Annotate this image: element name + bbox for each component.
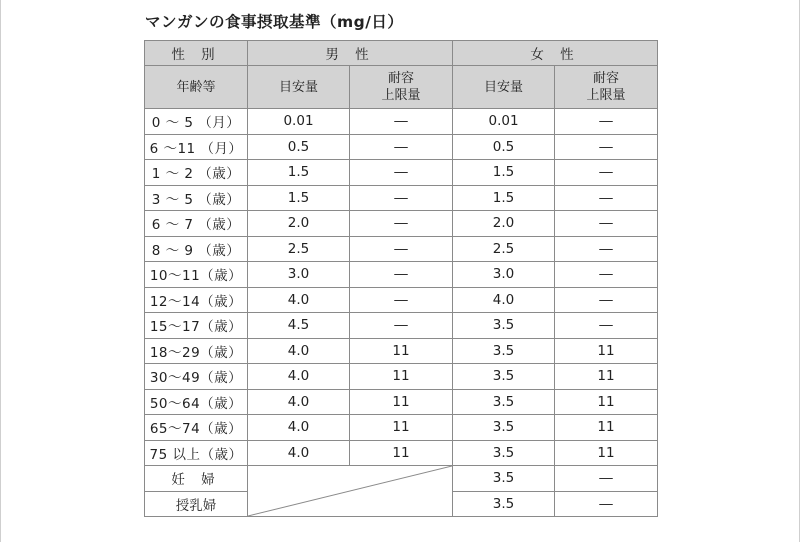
table-title: マンガンの食事摂取基準（mg/日） bbox=[145, 13, 404, 31]
table-row bbox=[145, 364, 658, 390]
female-upper-cell: 11 bbox=[555, 364, 658, 390]
female-upper-cell: ― bbox=[555, 109, 658, 135]
female-adequate-header: 目安量 bbox=[453, 66, 555, 109]
header-row-columns bbox=[145, 66, 658, 109]
male-adequate-cell: 1.5 bbox=[248, 160, 350, 186]
male-adequate-cell: 4.0 bbox=[248, 389, 350, 415]
female-adequate-cell: 3.5 bbox=[453, 389, 555, 415]
female-upper-cell: ― bbox=[555, 185, 658, 211]
female-adequate-cell: 3.0 bbox=[453, 262, 555, 288]
female-adequate-cell: 2.0 bbox=[453, 211, 555, 237]
table-row bbox=[145, 160, 658, 186]
lactating-label-cell: 授乳婦 bbox=[145, 491, 248, 517]
male-adequate-cell: 2.5 bbox=[248, 236, 350, 262]
table-body bbox=[145, 109, 658, 517]
female-adequate-cell: 3.5 bbox=[453, 364, 555, 390]
female-adequate-cell: 0.5 bbox=[453, 134, 555, 160]
male-upper-cell: ― bbox=[350, 236, 453, 262]
female-adequate-cell: 3.5 bbox=[453, 466, 555, 492]
table-row bbox=[145, 338, 658, 364]
age-cell: 30～49（歳） bbox=[145, 364, 248, 390]
male-adequate-cell: 4.0 bbox=[248, 338, 350, 364]
male-upper-cell: 11 bbox=[350, 364, 453, 390]
female-header: 女 性 bbox=[453, 41, 658, 66]
upper-label-line1: 耐容 bbox=[593, 71, 620, 86]
male-adequate-cell: 4.0 bbox=[248, 440, 350, 466]
not-applicable-cell bbox=[248, 466, 453, 517]
female-upper-header bbox=[555, 66, 658, 109]
male-upper-cell: ― bbox=[350, 262, 453, 288]
table-row bbox=[145, 415, 658, 441]
table-row bbox=[145, 134, 658, 160]
female-adequate-cell: 1.5 bbox=[453, 160, 555, 186]
female-upper-cell: 11 bbox=[555, 440, 658, 466]
table-row bbox=[145, 211, 658, 237]
female-upper-cell: 11 bbox=[555, 389, 658, 415]
male-adequate-cell: 4.0 bbox=[248, 364, 350, 390]
male-adequate-cell: 2.0 bbox=[248, 211, 350, 237]
female-adequate-cell: 3.5 bbox=[453, 415, 555, 441]
male-adequate-header: 目安量 bbox=[248, 66, 350, 109]
female-upper-cell: ― bbox=[555, 160, 658, 186]
table-row bbox=[145, 185, 658, 211]
age-cell: 6 ～11 （月） bbox=[145, 134, 248, 160]
upper-label-line1: 耐容 bbox=[388, 71, 415, 86]
manganese-intake-table bbox=[144, 40, 658, 517]
upper-label-line2: 上限量 bbox=[586, 88, 626, 103]
female-adequate-cell: 0.01 bbox=[453, 109, 555, 135]
table-row-pregnant bbox=[145, 466, 658, 492]
female-adequate-cell: 3.5 bbox=[453, 313, 555, 339]
male-upper-cell: 11 bbox=[350, 338, 453, 364]
male-adequate-cell: 0.5 bbox=[248, 134, 350, 160]
age-cell: 3 ～ 5 （歳） bbox=[145, 185, 248, 211]
female-adequate-cell: 4.0 bbox=[453, 287, 555, 313]
male-upper-header bbox=[350, 66, 453, 109]
age-cell: 18～29（歳） bbox=[145, 338, 248, 364]
male-header: 男 性 bbox=[248, 41, 453, 66]
female-adequate-cell: 3.5 bbox=[453, 338, 555, 364]
table-row bbox=[145, 389, 658, 415]
age-cell: 75 以上（歳） bbox=[145, 440, 248, 466]
table-row bbox=[145, 236, 658, 262]
female-adequate-cell: 3.5 bbox=[453, 491, 555, 517]
male-upper-cell: ― bbox=[350, 160, 453, 186]
table-row bbox=[145, 287, 658, 313]
age-cell: 15～17（歳） bbox=[145, 313, 248, 339]
table-row bbox=[145, 109, 658, 135]
female-upper-cell: ― bbox=[555, 287, 658, 313]
table-row bbox=[145, 262, 658, 288]
table-row bbox=[145, 313, 658, 339]
male-adequate-cell: 1.5 bbox=[248, 185, 350, 211]
female-adequate-cell: 3.5 bbox=[453, 440, 555, 466]
age-cell: 6 ～ 7 （歳） bbox=[145, 211, 248, 237]
female-upper-cell: ― bbox=[555, 236, 658, 262]
male-adequate-cell: 4.0 bbox=[248, 287, 350, 313]
female-upper-cell: 11 bbox=[555, 338, 658, 364]
male-upper-cell: ― bbox=[350, 313, 453, 339]
male-upper-cell: ― bbox=[350, 211, 453, 237]
male-upper-cell: ― bbox=[350, 134, 453, 160]
male-adequate-cell: 3.0 bbox=[248, 262, 350, 288]
male-adequate-cell: 4.5 bbox=[248, 313, 350, 339]
female-upper-cell: ― bbox=[555, 134, 658, 160]
male-upper-cell: ― bbox=[350, 185, 453, 211]
age-cell: 0 ～ 5 （月） bbox=[145, 109, 248, 135]
male-upper-cell: 11 bbox=[350, 415, 453, 441]
male-upper-cell: ― bbox=[350, 109, 453, 135]
female-upper-cell: ― bbox=[555, 262, 658, 288]
female-upper-cell: ― bbox=[555, 313, 658, 339]
female-adequate-cell: 2.5 bbox=[453, 236, 555, 262]
sex-header: 性 別 bbox=[145, 41, 248, 66]
male-upper-cell: 11 bbox=[350, 440, 453, 466]
page-left-border bbox=[0, 0, 1, 542]
pregnant-label-cell: 妊 婦 bbox=[145, 466, 248, 492]
female-upper-cell: ― bbox=[555, 491, 658, 517]
age-cell: 65～74（歳） bbox=[145, 415, 248, 441]
female-adequate-cell: 1.5 bbox=[453, 185, 555, 211]
diagonal-slash-line bbox=[248, 466, 452, 516]
table-row bbox=[145, 440, 658, 466]
age-header: 年齢等 bbox=[145, 66, 248, 109]
upper-label-line2: 上限量 bbox=[381, 88, 421, 103]
male-upper-cell: 11 bbox=[350, 389, 453, 415]
female-upper-cell: ― bbox=[555, 466, 658, 492]
age-cell: 10～11（歳） bbox=[145, 262, 248, 288]
male-upper-cell: ― bbox=[350, 287, 453, 313]
age-cell: 50～64（歳） bbox=[145, 389, 248, 415]
female-upper-cell: ― bbox=[555, 211, 658, 237]
male-adequate-cell: 0.01 bbox=[248, 109, 350, 135]
header-row-sex bbox=[145, 41, 658, 66]
female-upper-cell: 11 bbox=[555, 415, 658, 441]
age-cell: 12～14（歳） bbox=[145, 287, 248, 313]
age-cell: 1 ～ 2 （歳） bbox=[145, 160, 248, 186]
age-cell: 8 ～ 9 （歳） bbox=[145, 236, 248, 262]
male-adequate-cell: 4.0 bbox=[248, 415, 350, 441]
